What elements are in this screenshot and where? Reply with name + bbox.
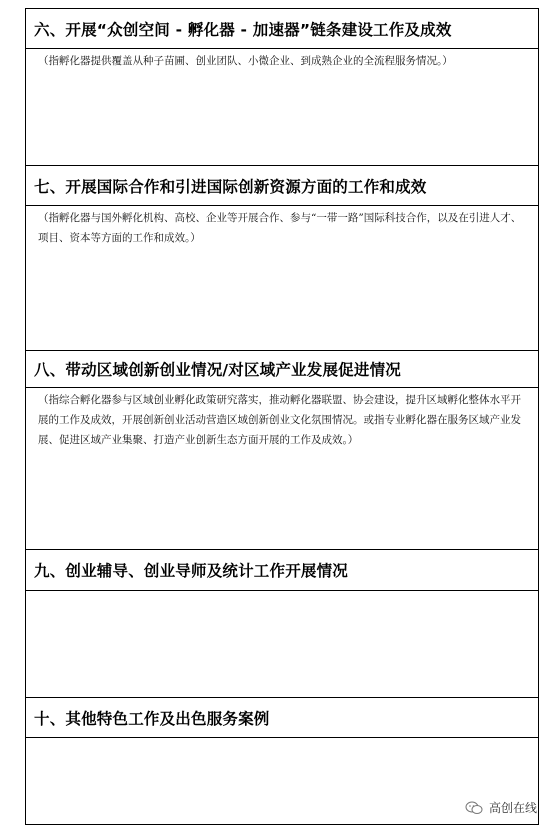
section-10-heading: [26, 698, 538, 738]
section-8-heading: [26, 351, 538, 388]
watermark-text: 高创在线: [488, 801, 537, 815]
watermark: [465, 799, 537, 816]
section-10-body[interactable]: [26, 738, 538, 824]
section-6-title: 六、开展“众创空间 - 孵化器 - 加速器”链条建设工作及成效: [34, 20, 452, 39]
section-7-heading: [26, 166, 538, 206]
section-9-title: 九、创业辅导、创业导师及统计工作开展情况: [34, 562, 349, 580]
section-7-title: 七、开展国际合作和引进国际创新资源方面的工作和成效: [34, 177, 427, 196]
section-10-note: [26, 738, 538, 740]
section-7-body[interactable]: [26, 206, 538, 351]
section-8-note: （指综合孵化器参与区域创业孵化政策研究落实，推动孵化器联盟、协会建设，提升区域孵化整体水平开展的工作及成效，开展创新创业活动营造区域创新创业文化氛围情况。或指专业孵化器在服务区域产业发展、促进区域产业集聚、打造产业创新生态方面开展的工作及成效。）: [38, 394, 521, 446]
section-10-title: 十、其他特色工作及出色服务案例: [34, 709, 270, 728]
section-9-note: [26, 591, 538, 593]
section-7-note: （指孵化器与国外孵化机构、高校、企业等开展合作、参与“一带一路”国际科技合作，以及在引进人才、项目、资本等方面的工作和成效。）: [38, 212, 522, 244]
report-form: [25, 8, 539, 825]
section-8-body[interactable]: [26, 388, 538, 550]
section-6-note: （指孵化器提供覆盖从种子苗圃、创业团队、小微企业、到成熟企业的全流程服务情况。）: [38, 55, 453, 67]
section-9-body[interactable]: [26, 591, 538, 698]
section-8-title: 八、带动区域创新创业情况/对区域产业发展促进情况: [34, 361, 401, 379]
wechat-icon: [465, 801, 483, 815]
section-6-heading: [26, 9, 538, 49]
section-9-heading: [26, 550, 538, 591]
section-6-body[interactable]: [26, 49, 538, 166]
